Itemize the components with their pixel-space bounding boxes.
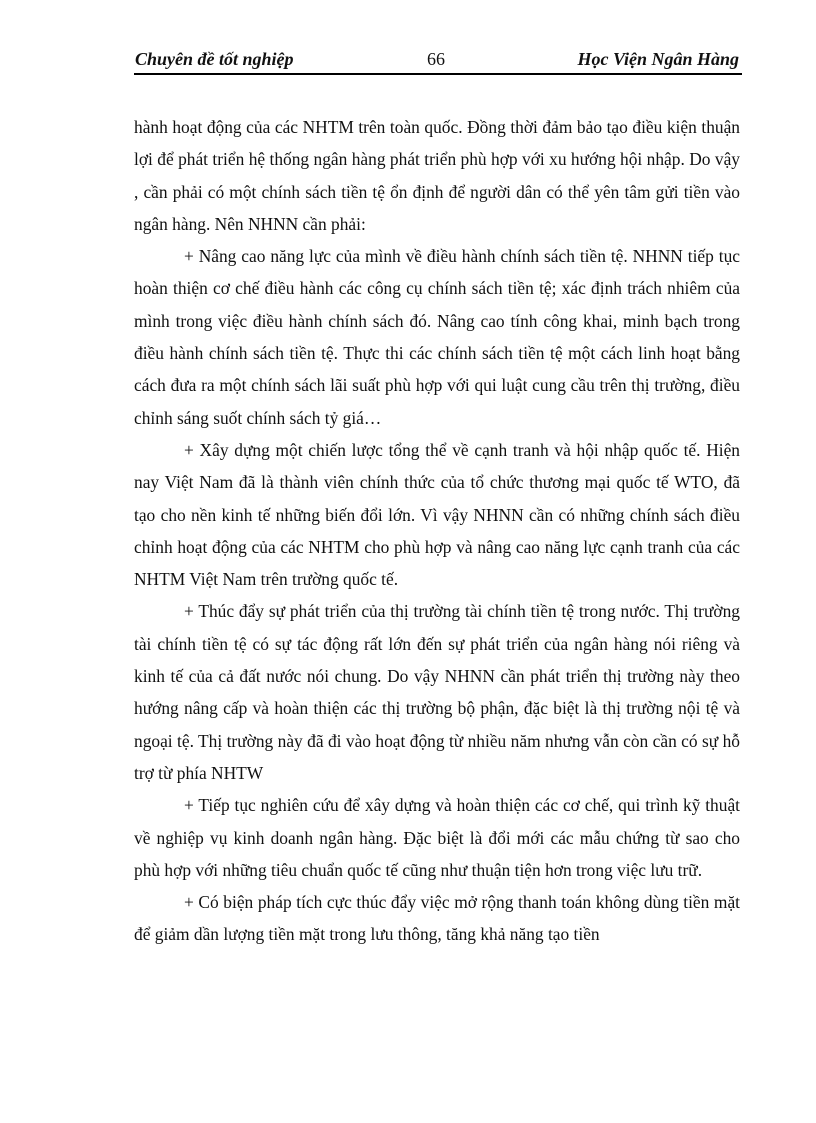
paragraph: + Xây dựng một chiến lược tổng thể về cạnh tranh và hội nhập quốc tế. Hiện nay Việt Nam đã là thành viên chính thức của tổ chức thương mại quốc tế WTO, đã tạo cho nền kinh tế những biến đổi lớn. Vì vậy NHNN cần có những chính sách điều chỉnh hoạt động của các NHTM cho phù hợp và nâng cao năng lực cạnh tranh của các NHTM Việt Nam trên trường quốc tế. [134,439,740,590]
paragraph: + Nâng cao năng lực của mình về điều hành chính sách tiền tệ. NHNN tiếp tục hoàn thiện cơ chế điều hành các công cụ chính sách tiền tệ; xác định trách nhiêm của mình trong việc điều hành chính sách đó. Nâng cao tính công khai, minh bạch trong điều hành chính sách tiền tệ. Thực thi các chính sách tiền tệ một cách linh hoạt bằng cách đưa ra một chính sách lãi suất phù hợp với qui luật cung cầu trên thị trường, điều chỉnh sáng suốt chính sách tỷ giá… [134,246,740,428]
paragraph: + Thúc đẩy sự phát triển của thị trường tài chính tiền tệ trong nước. Thị trường tài chính tiền tệ có sự tác động rất lớn đến sự phát triển của ngân hàng nói riêng và kinh tế của cả đất nước nói chung. Do vậy NHNN cần phát triển thị trường này theo hướng nâng cấp và hoàn thiện các thị trường bộ phận, đặc biệt là thị trường nội tệ và ngoại tệ. Thị trường này đã đi vào hoạt động từ nhiều năm nhưng vẫn còn cần có sự hỗ trợ từ phía NHTW [134,601,740,783]
header-document-type: Chuyên đề tốt nghiệp [135,49,294,69]
paragraph: + Có biện pháp tích cực thúc đẩy việc mở rộng thanh toán không dùng tiền mặt để giảm dần lượng tiền mặt trong lưu thông, tăng khả năng tạo tiền [134,892,740,945]
paragraph: + Tiếp tục nghiên cứu để xây dựng và hoàn thiện các cơ chế, qui trình kỹ thuật về nghiệp vụ kinh doanh ngân hàng. Đặc biệt là đổi mới các mẫu chứng từ sao cho phù hợp với những tiêu chuẩn quốc tế cũng như thuận tiện hơn trong việc lưu trữ. [134,795,740,880]
header-institution: Học Viện Ngân Hàng [577,49,739,69]
header-page-number: 66 [427,49,445,69]
paragraph: hành hoạt động của các NHTM trên toàn quốc. Đồng thời đảm bảo tạo điều kiện thuận lợi để phát triển hệ thống ngân hàng phát triển phù hợp với xu hướng hội nhập. Do vậy , cần phải có một chính sách tiền tệ ổn định để người dân có thể yên tâm gửi tiền vào ngân hàng. Nên NHNN cần phải: [134,117,740,234]
body-text [134,111,740,951]
page-header [134,45,742,75]
